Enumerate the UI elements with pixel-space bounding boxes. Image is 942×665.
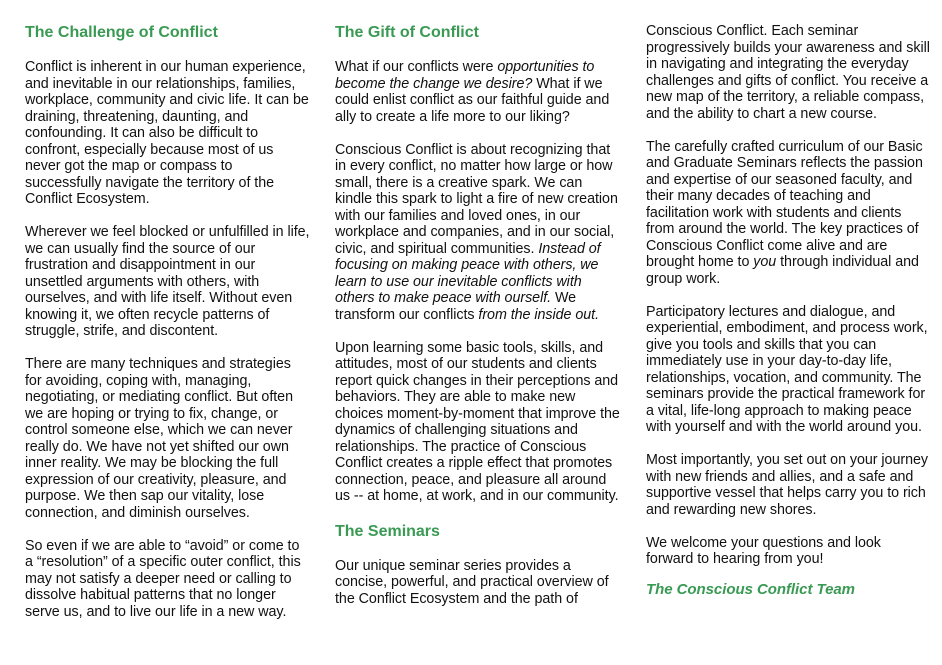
column-2	[335, 0, 620, 607]
seminars-heading: The Seminars	[335, 522, 440, 540]
column-3	[646, 0, 931, 599]
challenge-paragraph-1: Conflict is inherent in our human experience, and inevitable in our relationships, families, workplace, community and civic life. It can be draining, threatening, daunting, and confounding. It can also be difficult to confront, especially because most of us never got the map or compass to successfully navigate the territory of the Conflict Ecosystem.	[25, 59, 309, 207]
curriculum-emphasis-you: you	[753, 254, 777, 270]
welcome-paragraph: We welcome your questions and look forward to hearing from you!	[646, 534, 881, 567]
gift-p1-text-a: What if our conflicts were	[335, 59, 498, 75]
challenge-paragraph-4: So even if we are able to “avoid” or come to a “resolution” of a specific outer conflict, this may not satisfy a deeper need or calling to dissolve habitual patterns that no longer serve us, and to live our life in a new way.	[25, 537, 301, 620]
challenge-paragraph-2: Wherever we feel blocked or unfulfilled in life, we can usually find the source of our frustration and disappointment in our unsettled arguments with others, with ourselves, and with life itself. Without even knowing it, we often recycle patterns of struggle, strife, and discontent.	[25, 224, 310, 339]
team-signature: The Conscious Conflict Team	[646, 580, 855, 598]
gift-p1-text-c: What if we could enlist conflict as our faithful guide and ally to create a life more to our liking?	[335, 75, 610, 125]
challenge-heading: The Challenge of Conflict	[25, 24, 218, 41]
gift-p2-emphasis-d: from the inside out.	[478, 306, 599, 323]
curriculum-text-c: through individual and group work.	[646, 254, 919, 287]
gift-p2-text-c: We transform our conflicts	[335, 290, 577, 323]
lectures-paragraph: Participatory lectures and dialogue, and experiential, embodiment, and process work, give you tools and skills that you can immediately use in your day-to-day life, relationships, vocation, and community. The seminars provide the practical framework for a vital, life-long approach to making peace with yourself and with the world around you.	[646, 303, 928, 435]
journey-paragraph: Most importantly, you set out on your journey with new friends and allies, and a safe and supportive vessel that helps carry you to rich and rewarding new shores.	[646, 452, 928, 518]
challenge-paragraph-3: There are many techniques and strategies for avoiding, coping with, managing, negotiating, or mediating conflict. But often we are hoping or trying to fix, change, or control someone else, which we can never really do. We have not yet shifted our own inner reality. We may be blocking the full expression of our creativity, pleasure, and purpose. We then sap our vitality, lose connection, and diminish ourselves.	[25, 356, 293, 521]
seminars-paragraph-continued: Conscious Conflict. Each seminar progressively builds your awareness and skill in navigating and integrating the everyday challenges and gifts of conflict. You receive a new map of the territory, a reliable compass, and the ability to chart a new course.	[646, 23, 930, 122]
seminars-paragraph-1: Our unique seminar series provides a concise, powerful, and practical overview of the Conflict Ecosystem and the path of	[335, 557, 609, 607]
gift-paragraph-1	[335, 59, 620, 125]
curriculum-paragraph	[646, 139, 931, 288]
column-1	[25, 0, 310, 620]
gift-paragraph-2	[335, 142, 620, 324]
gift-p2-text-a: Conscious Conflict is about recognizing that in every conflict, no matter how large or how small, there is a creative spark. We can kindle this spark to light a fire of new creation with our families and loved ones, in our workplace and companies, and in our social, civic, and spiritual communities.	[335, 141, 618, 257]
gift-p1-emphasis: opportunities to become the change we desire?	[335, 59, 595, 92]
gift-heading: The Gift of Conflict	[335, 24, 479, 41]
gift-p2-emphasis-b: Instead of focusing on making peace with others, we learn to use our inevitable conflicts with others to make peace with ourself.	[335, 240, 601, 306]
gift-paragraph-3: Upon learning some basic tools, skills, and attitudes, most of our students and clients report quick changes in their perceptions and behaviors. They are able to make new choices moment-by-moment that improve the dynamics of challenging situations and relationships. The practice of Conscious Conflict creates a ripple effect that promotes connection, peace, and pleasure all around us -- at home, at work, and in our community.	[335, 339, 620, 504]
curriculum-text-a: The carefully crafted curriculum of our Basic and Graduate Seminars reflects the passion and expertise of our seasoned faculty, and their many decades of teaching and facilitation work with students and clients from around the world. The key practices of Conscious Conflict come alive and are brought home to	[646, 138, 923, 270]
